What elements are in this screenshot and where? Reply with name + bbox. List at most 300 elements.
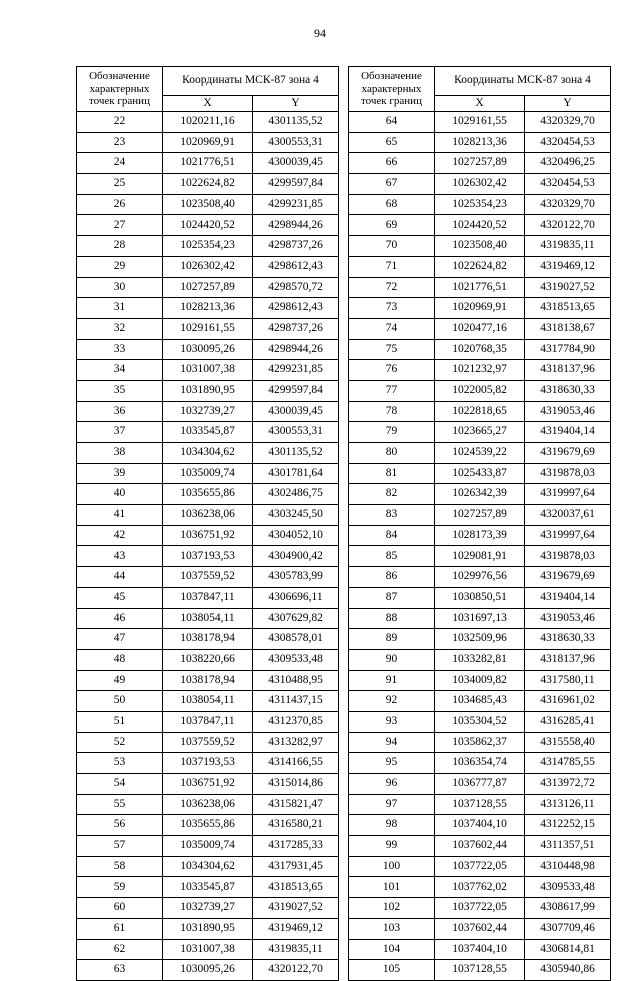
point-number-cell: 65	[349, 132, 435, 153]
y-coordinate-cell: 4319997,64	[525, 525, 611, 546]
table-row	[349, 918, 611, 939]
y-coordinate-cell: 4306814,81	[525, 939, 611, 960]
y-coordinate-cell: 4318513,65	[525, 298, 611, 319]
table-row	[77, 960, 339, 981]
y-coordinate-cell: 4318137,96	[525, 360, 611, 381]
table-row	[77, 856, 339, 877]
x-coordinate-cell: 1033282,81	[435, 649, 525, 670]
y-coordinate-cell: 4314785,55	[525, 753, 611, 774]
table-row	[349, 153, 611, 174]
x-coordinate-cell: 1038178,94	[163, 629, 253, 650]
x-coordinate-cell: 1022005,82	[435, 380, 525, 401]
point-number-cell: 40	[77, 484, 163, 505]
point-number-cell: 94	[349, 732, 435, 753]
table-row	[77, 194, 339, 215]
x-coordinate-cell: 1035655,86	[163, 815, 253, 836]
x-coordinate-cell: 1034304,62	[163, 443, 253, 464]
point-number-cell: 89	[349, 629, 435, 650]
point-number-cell: 60	[77, 898, 163, 919]
x-coordinate-cell: 1033545,87	[163, 422, 253, 443]
x-coordinate-cell: 1031890,95	[163, 380, 253, 401]
y-coordinate-cell: 4315821,47	[253, 794, 339, 815]
x-coordinate-cell: 1022818,65	[435, 401, 525, 422]
x-coordinate-cell: 1037762,02	[435, 877, 525, 898]
y-coordinate-cell: 4320329,70	[525, 194, 611, 215]
table-row	[77, 774, 339, 795]
table-row	[349, 215, 611, 236]
point-number-cell: 80	[349, 443, 435, 464]
x-coordinate-cell: 1036354,74	[435, 753, 525, 774]
y-coordinate-cell: 4308578,01	[253, 629, 339, 650]
y-coordinate-cell: 4312370,85	[253, 711, 339, 732]
x-coordinate-cell: 1025433,87	[435, 463, 525, 484]
coordinates-table-right	[348, 66, 611, 981]
y-coordinate-cell: 4301135,52	[253, 112, 339, 133]
table-row	[77, 836, 339, 857]
y-coordinate-cell: 4320329,70	[525, 112, 611, 133]
x-coordinate-cell: 1037193,53	[163, 753, 253, 774]
y-coordinate-cell: 4318513,65	[253, 877, 339, 898]
table-row	[77, 236, 339, 257]
x-coordinate-cell: 1037722,05	[435, 856, 525, 877]
x-coordinate-cell: 1025354,23	[435, 194, 525, 215]
x-coordinate-cell: 1036751,92	[163, 525, 253, 546]
table-row	[349, 898, 611, 919]
table-row	[77, 629, 339, 650]
table-row	[77, 525, 339, 546]
point-number-cell: 46	[77, 608, 163, 629]
table-row	[349, 939, 611, 960]
x-coordinate-cell: 1034304,62	[163, 856, 253, 877]
table-row	[349, 525, 611, 546]
point-number-cell: 97	[349, 794, 435, 815]
point-number-cell: 66	[349, 153, 435, 174]
y-coordinate-cell: 4299597,84	[253, 174, 339, 195]
point-number-cell: 104	[349, 939, 435, 960]
x-coordinate-cell: 1037193,53	[163, 546, 253, 567]
x-coordinate-cell: 1031007,38	[163, 360, 253, 381]
x-coordinate-cell: 1037847,11	[163, 711, 253, 732]
table-row	[77, 587, 339, 608]
y-coordinate-cell: 4318138,67	[525, 318, 611, 339]
table-row	[349, 794, 611, 815]
x-coordinate-cell: 1030095,26	[163, 960, 253, 981]
table-row	[349, 877, 611, 898]
y-coordinate-cell: 4320496,25	[525, 153, 611, 174]
table-row	[77, 339, 339, 360]
table-row	[349, 753, 611, 774]
y-coordinate-cell: 4305783,99	[253, 567, 339, 588]
x-coordinate-cell: 1026302,42	[163, 256, 253, 277]
table-row	[349, 298, 611, 319]
y-coordinate-cell: 4316580,21	[253, 815, 339, 836]
x-coordinate-cell: 1037559,52	[163, 732, 253, 753]
coordinates-table-left	[76, 66, 339, 981]
point-number-cell: 22	[77, 112, 163, 133]
x-coordinate-cell: 1030095,26	[163, 339, 253, 360]
point-number-cell: 62	[77, 939, 163, 960]
x-coordinate-cell: 1020969,91	[163, 132, 253, 153]
header-coordinate-system: Координаты МСК-87 зона 4	[435, 67, 611, 96]
table-row	[77, 794, 339, 815]
point-number-cell: 67	[349, 174, 435, 195]
y-coordinate-cell: 4298570,72	[253, 277, 339, 298]
table-row	[349, 608, 611, 629]
table-row	[77, 608, 339, 629]
y-coordinate-cell: 4298612,43	[253, 256, 339, 277]
point-number-cell: 95	[349, 753, 435, 774]
point-number-cell: 42	[77, 525, 163, 546]
table-row	[77, 443, 339, 464]
y-coordinate-cell: 4319878,03	[525, 463, 611, 484]
x-coordinate-cell: 1037602,44	[435, 836, 525, 857]
point-number-cell: 38	[77, 443, 163, 464]
table-row	[349, 670, 611, 691]
x-coordinate-cell: 1031890,95	[163, 918, 253, 939]
x-coordinate-cell: 1037404,10	[435, 815, 525, 836]
y-coordinate-cell: 4298944,26	[253, 339, 339, 360]
point-number-cell: 26	[77, 194, 163, 215]
y-coordinate-cell: 4319878,03	[525, 546, 611, 567]
table-row	[77, 215, 339, 236]
point-number-cell: 32	[77, 318, 163, 339]
x-coordinate-cell: 1028173,39	[435, 525, 525, 546]
point-number-cell: 90	[349, 649, 435, 670]
table-row	[349, 256, 611, 277]
y-coordinate-cell: 4299231,85	[253, 194, 339, 215]
y-coordinate-cell: 4319997,64	[525, 484, 611, 505]
x-coordinate-cell: 1037128,55	[435, 960, 525, 981]
x-coordinate-cell: 1036751,92	[163, 774, 253, 795]
y-coordinate-cell: 4319679,69	[525, 443, 611, 464]
table-row	[349, 463, 611, 484]
table-row	[349, 443, 611, 464]
point-number-cell: 61	[77, 918, 163, 939]
x-coordinate-cell: 1037722,05	[435, 898, 525, 919]
point-number-cell: 79	[349, 422, 435, 443]
point-number-cell: 45	[77, 587, 163, 608]
y-coordinate-cell: 4319027,52	[525, 277, 611, 298]
table-row	[77, 360, 339, 381]
x-coordinate-cell: 1032739,27	[163, 898, 253, 919]
table-row	[77, 649, 339, 670]
y-coordinate-cell: 4308617,99	[525, 898, 611, 919]
x-coordinate-cell: 1027257,89	[435, 153, 525, 174]
header-x: X	[163, 96, 253, 112]
x-coordinate-cell: 1026342,39	[435, 484, 525, 505]
table-row	[77, 670, 339, 691]
point-number-cell: 37	[77, 422, 163, 443]
point-number-cell: 30	[77, 277, 163, 298]
x-coordinate-cell: 1023665,27	[435, 422, 525, 443]
x-coordinate-cell: 1038178,94	[163, 670, 253, 691]
table-row	[77, 484, 339, 505]
point-number-cell: 49	[77, 670, 163, 691]
table-row	[77, 112, 339, 133]
table-row	[77, 939, 339, 960]
x-coordinate-cell: 1021776,51	[435, 277, 525, 298]
x-coordinate-cell: 1020211,16	[163, 112, 253, 133]
y-coordinate-cell: 4304900,42	[253, 546, 339, 567]
y-coordinate-cell: 4299231,85	[253, 360, 339, 381]
y-coordinate-cell: 4319404,14	[525, 587, 611, 608]
table-row	[77, 298, 339, 319]
point-number-cell: 91	[349, 670, 435, 691]
y-coordinate-cell: 4318630,33	[525, 380, 611, 401]
x-coordinate-cell: 1028213,36	[435, 132, 525, 153]
x-coordinate-cell: 1037559,52	[163, 567, 253, 588]
y-coordinate-cell: 4319053,46	[525, 401, 611, 422]
point-number-cell: 76	[349, 360, 435, 381]
point-number-cell: 71	[349, 256, 435, 277]
point-number-cell: 84	[349, 525, 435, 546]
x-coordinate-cell: 1029976,56	[435, 567, 525, 588]
point-number-cell: 28	[77, 236, 163, 257]
x-coordinate-cell: 1037602,44	[435, 918, 525, 939]
point-number-cell: 23	[77, 132, 163, 153]
y-coordinate-cell: 4312252,15	[525, 815, 611, 836]
y-coordinate-cell: 4307629,82	[253, 608, 339, 629]
y-coordinate-cell: 4317285,33	[253, 836, 339, 857]
point-number-cell: 73	[349, 298, 435, 319]
x-coordinate-cell: 1037404,10	[435, 939, 525, 960]
x-coordinate-cell: 1031697,13	[435, 608, 525, 629]
x-coordinate-cell: 1035009,74	[163, 836, 253, 857]
table-row	[77, 277, 339, 298]
table-row	[77, 132, 339, 153]
point-number-cell: 78	[349, 401, 435, 422]
table-row	[349, 856, 611, 877]
point-number-cell: 64	[349, 112, 435, 133]
point-number-cell: 99	[349, 836, 435, 857]
point-number-cell: 93	[349, 711, 435, 732]
x-coordinate-cell: 1034009,82	[435, 670, 525, 691]
table-row	[349, 587, 611, 608]
y-coordinate-cell: 4298612,43	[253, 298, 339, 319]
table-row	[349, 318, 611, 339]
point-number-cell: 59	[77, 877, 163, 898]
point-number-cell: 100	[349, 856, 435, 877]
table-row	[77, 153, 339, 174]
point-number-cell: 36	[77, 401, 163, 422]
y-coordinate-cell: 4309533,48	[525, 877, 611, 898]
point-number-cell: 25	[77, 174, 163, 195]
x-coordinate-cell: 1031007,38	[163, 939, 253, 960]
x-coordinate-cell: 1034685,43	[435, 691, 525, 712]
header-x: X	[435, 96, 525, 112]
table-row	[77, 174, 339, 195]
x-coordinate-cell: 1035009,74	[163, 463, 253, 484]
y-coordinate-cell: 4299597,84	[253, 380, 339, 401]
x-coordinate-cell: 1024539,22	[435, 443, 525, 464]
table-row	[77, 318, 339, 339]
table-row	[349, 380, 611, 401]
point-number-cell: 33	[77, 339, 163, 360]
x-coordinate-cell: 1036777,87	[435, 774, 525, 795]
x-coordinate-cell: 1029161,55	[163, 318, 253, 339]
x-coordinate-cell: 1038054,11	[163, 608, 253, 629]
x-coordinate-cell: 1021232,97	[435, 360, 525, 381]
table-row	[77, 918, 339, 939]
point-number-cell: 53	[77, 753, 163, 774]
table-row	[349, 546, 611, 567]
table-row	[349, 484, 611, 505]
table-row	[349, 236, 611, 257]
table-row	[349, 732, 611, 753]
x-coordinate-cell: 1035304,52	[435, 711, 525, 732]
table-row	[77, 815, 339, 836]
y-coordinate-cell: 4307709,46	[525, 918, 611, 939]
point-number-cell: 56	[77, 815, 163, 836]
table-row	[349, 774, 611, 795]
point-number-cell: 41	[77, 505, 163, 526]
y-coordinate-cell: 4317931,45	[253, 856, 339, 877]
y-coordinate-cell: 4315558,40	[525, 732, 611, 753]
point-number-cell: 77	[349, 380, 435, 401]
x-coordinate-cell: 1036238,06	[163, 505, 253, 526]
point-number-cell: 63	[77, 960, 163, 981]
table-row	[349, 629, 611, 650]
x-coordinate-cell: 1038220,66	[163, 649, 253, 670]
x-coordinate-cell: 1021776,51	[163, 153, 253, 174]
point-number-cell: 48	[77, 649, 163, 670]
y-coordinate-cell: 4318630,33	[525, 629, 611, 650]
y-coordinate-cell: 4320122,70	[253, 960, 339, 981]
y-coordinate-cell: 4300553,31	[253, 422, 339, 443]
table-row	[349, 132, 611, 153]
x-coordinate-cell: 1027257,89	[435, 505, 525, 526]
table-row	[349, 339, 611, 360]
point-number-cell: 29	[77, 256, 163, 277]
x-coordinate-cell: 1035655,86	[163, 484, 253, 505]
header-y: Y	[525, 96, 611, 112]
table-row	[349, 649, 611, 670]
point-number-cell: 51	[77, 711, 163, 732]
x-coordinate-cell: 1029161,55	[435, 112, 525, 133]
y-coordinate-cell: 4309533,48	[253, 649, 339, 670]
point-number-cell: 81	[349, 463, 435, 484]
table-row	[349, 174, 611, 195]
point-number-cell: 43	[77, 546, 163, 567]
table-row	[349, 360, 611, 381]
table-row	[77, 711, 339, 732]
y-coordinate-cell: 4313972,72	[525, 774, 611, 795]
table-row	[77, 505, 339, 526]
y-coordinate-cell: 4316961,02	[525, 691, 611, 712]
point-number-cell: 39	[77, 463, 163, 484]
table-row	[349, 505, 611, 526]
x-coordinate-cell: 1032509,96	[435, 629, 525, 650]
y-coordinate-cell: 4298944,26	[253, 215, 339, 236]
x-coordinate-cell: 1037847,11	[163, 587, 253, 608]
table-row	[349, 401, 611, 422]
y-coordinate-cell: 4315014,86	[253, 774, 339, 795]
x-coordinate-cell: 1030850,51	[435, 587, 525, 608]
y-coordinate-cell: 4319835,11	[525, 236, 611, 257]
y-coordinate-cell: 4302486,75	[253, 484, 339, 505]
point-number-cell: 83	[349, 505, 435, 526]
y-coordinate-cell: 4319469,12	[525, 256, 611, 277]
point-number-cell: 34	[77, 360, 163, 381]
point-number-cell: 72	[349, 277, 435, 298]
x-coordinate-cell: 1029081,91	[435, 546, 525, 567]
point-number-cell: 92	[349, 691, 435, 712]
table-body-right	[349, 112, 611, 981]
point-number-cell: 85	[349, 546, 435, 567]
y-coordinate-cell: 4313282,97	[253, 732, 339, 753]
point-number-cell: 55	[77, 794, 163, 815]
x-coordinate-cell: 1023508,40	[163, 194, 253, 215]
table-row	[77, 898, 339, 919]
x-coordinate-cell: 1025354,23	[163, 236, 253, 257]
y-coordinate-cell: 4320037,61	[525, 505, 611, 526]
table-row	[349, 112, 611, 133]
x-coordinate-cell: 1035862,37	[435, 732, 525, 753]
point-number-cell: 54	[77, 774, 163, 795]
x-coordinate-cell: 1023508,40	[435, 236, 525, 257]
y-coordinate-cell: 4320454,53	[525, 132, 611, 153]
y-coordinate-cell: 4320454,53	[525, 174, 611, 195]
y-coordinate-cell: 4317580,11	[525, 670, 611, 691]
y-coordinate-cell: 4306696,11	[253, 587, 339, 608]
point-number-cell: 70	[349, 236, 435, 257]
header-designation: Обозначение характерных точек границ	[349, 67, 435, 112]
y-coordinate-cell: 4304052,10	[253, 525, 339, 546]
point-number-cell: 101	[349, 877, 435, 898]
point-number-cell: 35	[77, 380, 163, 401]
table-row	[349, 711, 611, 732]
table-row	[349, 277, 611, 298]
y-coordinate-cell: 4319469,12	[253, 918, 339, 939]
x-coordinate-cell: 1037128,55	[435, 794, 525, 815]
page-number: 94	[314, 26, 326, 40]
y-coordinate-cell: 4300039,45	[253, 153, 339, 174]
x-coordinate-cell: 1020477,16	[435, 318, 525, 339]
point-number-cell: 24	[77, 153, 163, 174]
point-number-cell: 98	[349, 815, 435, 836]
y-coordinate-cell: 4305940,86	[525, 960, 611, 981]
point-number-cell: 69	[349, 215, 435, 236]
point-number-cell: 68	[349, 194, 435, 215]
y-coordinate-cell: 4313126,11	[525, 794, 611, 815]
header-designation: Обозначение характерных точек границ	[77, 67, 163, 112]
table-row	[77, 463, 339, 484]
point-number-cell: 82	[349, 484, 435, 505]
point-number-cell: 44	[77, 567, 163, 588]
y-coordinate-cell: 4311357,51	[525, 836, 611, 857]
point-number-cell: 86	[349, 567, 435, 588]
table-row	[349, 422, 611, 443]
y-coordinate-cell: 4310488,95	[253, 670, 339, 691]
table-body-left	[77, 112, 339, 981]
y-coordinate-cell: 4319053,46	[525, 608, 611, 629]
table-row	[77, 691, 339, 712]
x-coordinate-cell: 1028213,36	[163, 298, 253, 319]
point-number-cell: 88	[349, 608, 435, 629]
point-number-cell: 102	[349, 898, 435, 919]
y-coordinate-cell: 4320122,70	[525, 215, 611, 236]
point-number-cell: 96	[349, 774, 435, 795]
y-coordinate-cell: 4311437,15	[253, 691, 339, 712]
y-coordinate-cell: 4316285,41	[525, 711, 611, 732]
y-coordinate-cell: 4319835,11	[253, 939, 339, 960]
x-coordinate-cell: 1022624,82	[435, 256, 525, 277]
y-coordinate-cell: 4318137,96	[525, 649, 611, 670]
header-y: Y	[253, 96, 339, 112]
header-coordinate-system: Координаты МСК-87 зона 4	[163, 67, 339, 96]
y-coordinate-cell: 4303245,50	[253, 505, 339, 526]
y-coordinate-cell: 4301781,64	[253, 463, 339, 484]
